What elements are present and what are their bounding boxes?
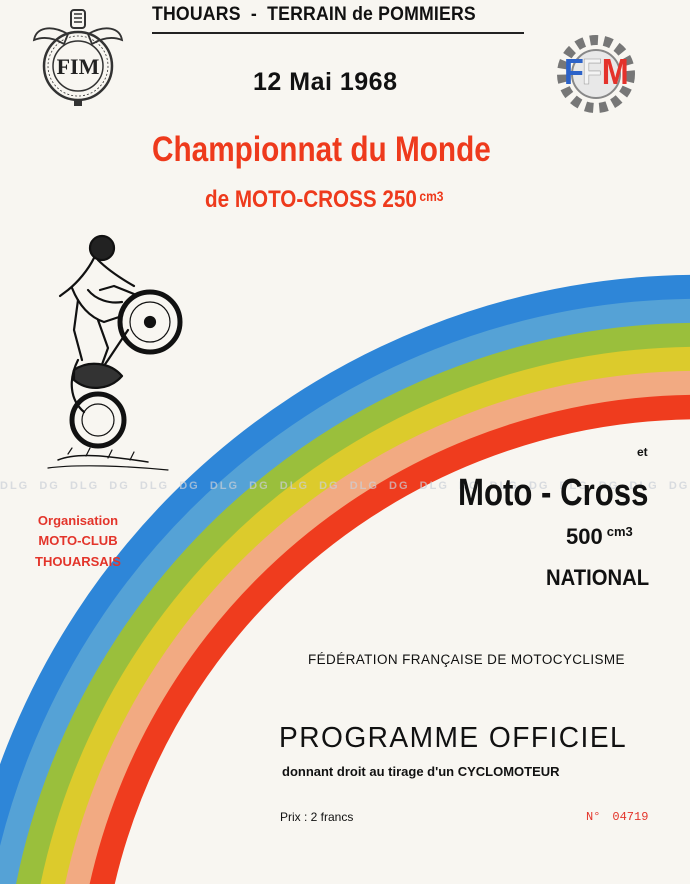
displacement-unit: cm3 (606, 524, 633, 539)
second-event-category: NATIONAL (546, 565, 650, 590)
organisation-club-line1: MOTO-CLUB (38, 533, 118, 548)
championship-title: Championnat du Monde (152, 130, 491, 169)
fim-emblem-icon (30, 6, 126, 106)
programme-subtitle: donnant droit au tirage d'un CYCLOMOTEUR (282, 764, 560, 779)
motocross-rider-icon (38, 230, 188, 475)
organisation-label: Organisation (37, 513, 119, 528)
ffm-logo-icon (546, 30, 646, 118)
venue-town: THOUARS (152, 4, 241, 25)
venue-underline (152, 32, 524, 34)
programme-title: PROGRAMME OFFICIEL (279, 722, 628, 754)
championship-class-text: de MOTO-CROSS 250 (205, 186, 417, 213)
svg-text:M: M (601, 52, 629, 93)
programme-number (586, 810, 648, 824)
organisation-club-line2: THOUARSAIS (35, 554, 121, 569)
second-event-title: Moto - Cross (458, 472, 649, 514)
programme-price: Prix : 2 francs (280, 810, 354, 824)
second-event-displacement (566, 524, 633, 550)
svg-text:F: F (582, 52, 602, 93)
displacement-value: 500 (566, 524, 603, 549)
svg-text:F: F (564, 52, 584, 93)
venue-title (152, 4, 496, 26)
watermark-strip: DLG DG DLG DG DLG DG DLG DG DLG DG DLG DG DLG DG DLG DG DLG DG DLG DG (0, 480, 690, 492)
event-date: 12 Mai 1968 (253, 68, 398, 96)
venue-separator: - (250, 4, 257, 25)
federation-name: FÉDÉRATION FRANÇAISE DE MOTOCYCLISME (308, 652, 625, 667)
venue-ground: TERRAIN de POMMIERS (267, 4, 476, 25)
programme-number-value: 04719 (612, 810, 649, 824)
conjunction-et: et (637, 445, 648, 459)
championship-class (205, 186, 443, 214)
championship-unit: cm3 (419, 188, 444, 204)
programme-number-label: N° (586, 810, 601, 824)
svg-text:FIM: FIM (56, 54, 100, 79)
